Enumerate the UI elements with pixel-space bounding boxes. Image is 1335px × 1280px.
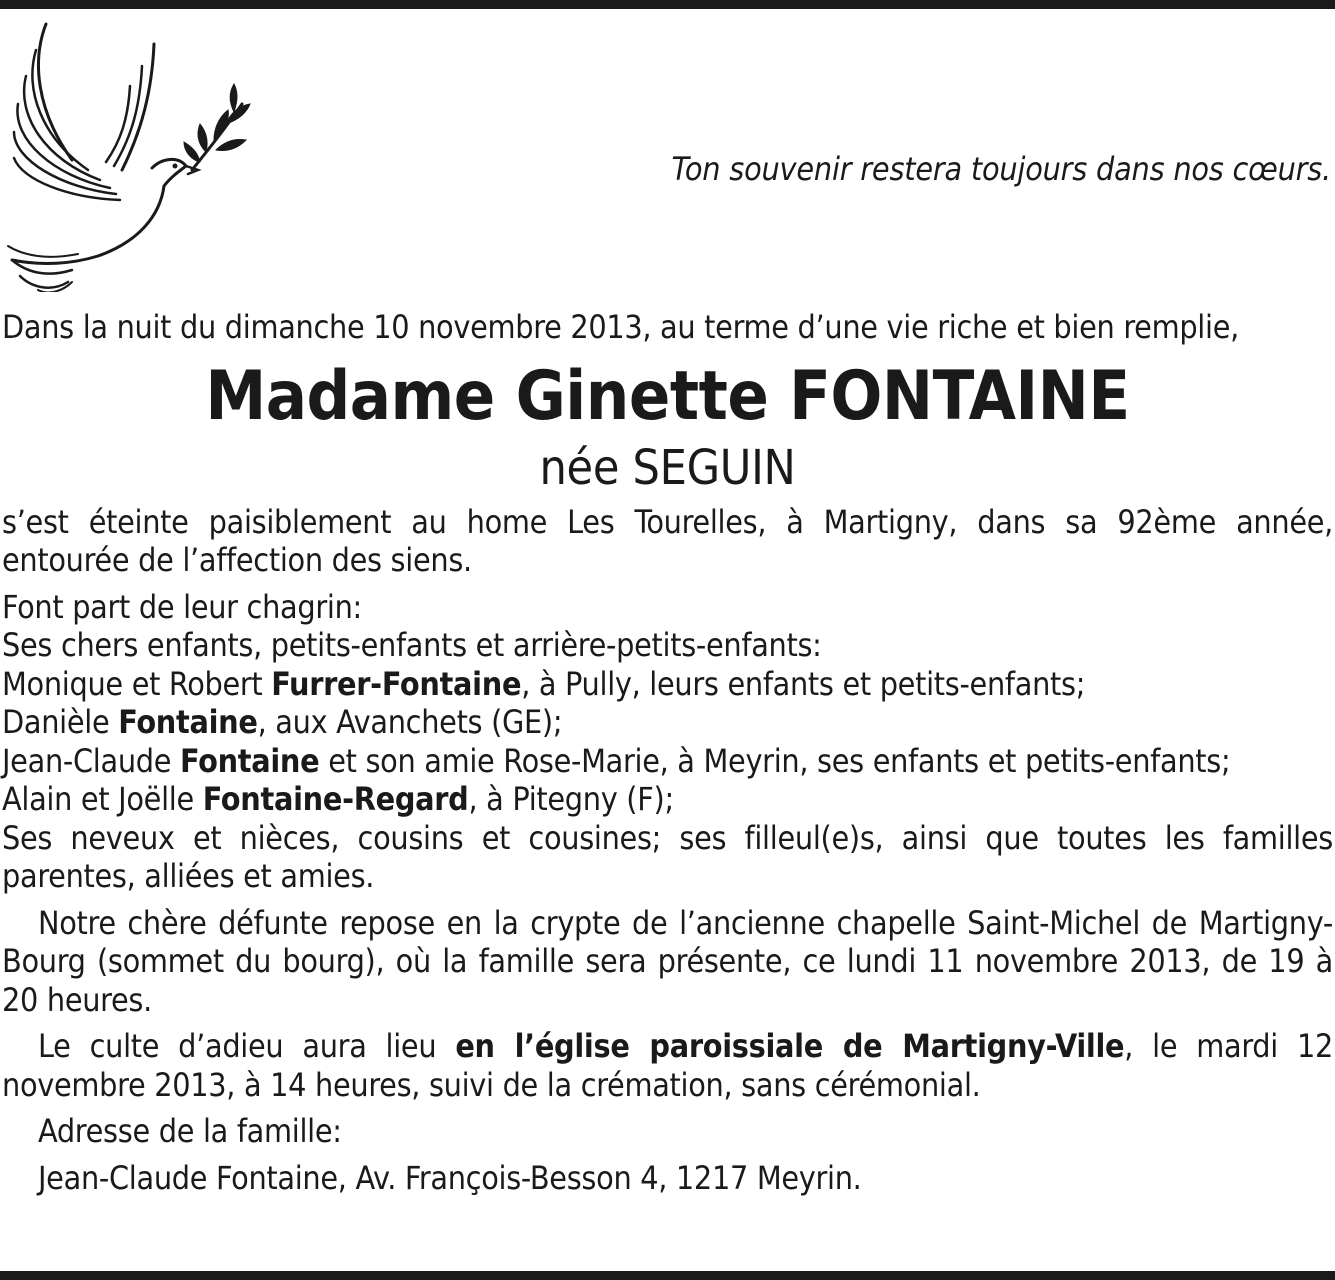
death-paragraph: s’est éteinte paisiblement au home Les Tourelles, à Martigny, dans sa 92ème année, entourée de l’affection des siens.: [2, 502, 1333, 579]
grief-intro: Font part de leur chagrin:: [2, 587, 362, 626]
family-member: Jean-Claude Fontaine et son amie Rose-Marie, à Meyrin, ses enfants et petits-enfants;: [2, 741, 1231, 780]
memorial-quote: Ton souvenir restera toujours dans nos cœurs.: [671, 150, 1331, 188]
top-rule: [0, 0, 1335, 9]
relatives-paragraph: Ses neveux et nièces, cousins et cousines; ses filleul(e)s, ainsi que toutes les familles parentes, alliées et amies.: [2, 818, 1333, 895]
dove-with-olive-branch-icon: [2, 20, 254, 292]
family-member: Alain et Joëlle Fontaine-Regard, à Pitegny (F);: [2, 780, 674, 818]
family-intro: Ses chers enfants, petits-enfants et arrière-petits-enfants:: [2, 626, 822, 664]
family-member: Danièle Fontaine, aux Avanchets (GE);: [2, 703, 563, 741]
intro-line: Dans la nuit du dimanche 10 novembre 2013, au terme d’une vie riche et bien remplie,: [2, 308, 1239, 346]
maiden-name: née SEGUIN: [539, 439, 796, 496]
service-paragraph: Le culte d’adieu aura lieu en l’église paroissiale de Martigny-Ville, le mardi 12 novembre 2013, à 14 heures, suivi de la crémation, sans cérémonial.: [2, 1027, 1333, 1104]
obituary-body: [2, 308, 1333, 1197]
address-label: Adresse de la famille:: [38, 1112, 342, 1150]
deceased-name: Madame Ginette FONTAINE: [205, 356, 1130, 436]
family-member: Monique et Robert Furrer-Fontaine, à Pully, leurs enfants et petits-enfants;: [2, 664, 1086, 703]
rest-paragraph: Notre chère défunte repose en la crypte de l’ancienne chapelle Saint-Michel de Martigny-Bourg (sommet du bourg), où la famille sera présente, ce lundi 11 novembre 2013, de 19 à 20 heures.: [2, 903, 1333, 1019]
bottom-rule: [0, 1271, 1335, 1280]
family-address: Jean-Claude Fontaine, Av. François-Besson 4, 1217 Meyrin.: [38, 1158, 862, 1197]
